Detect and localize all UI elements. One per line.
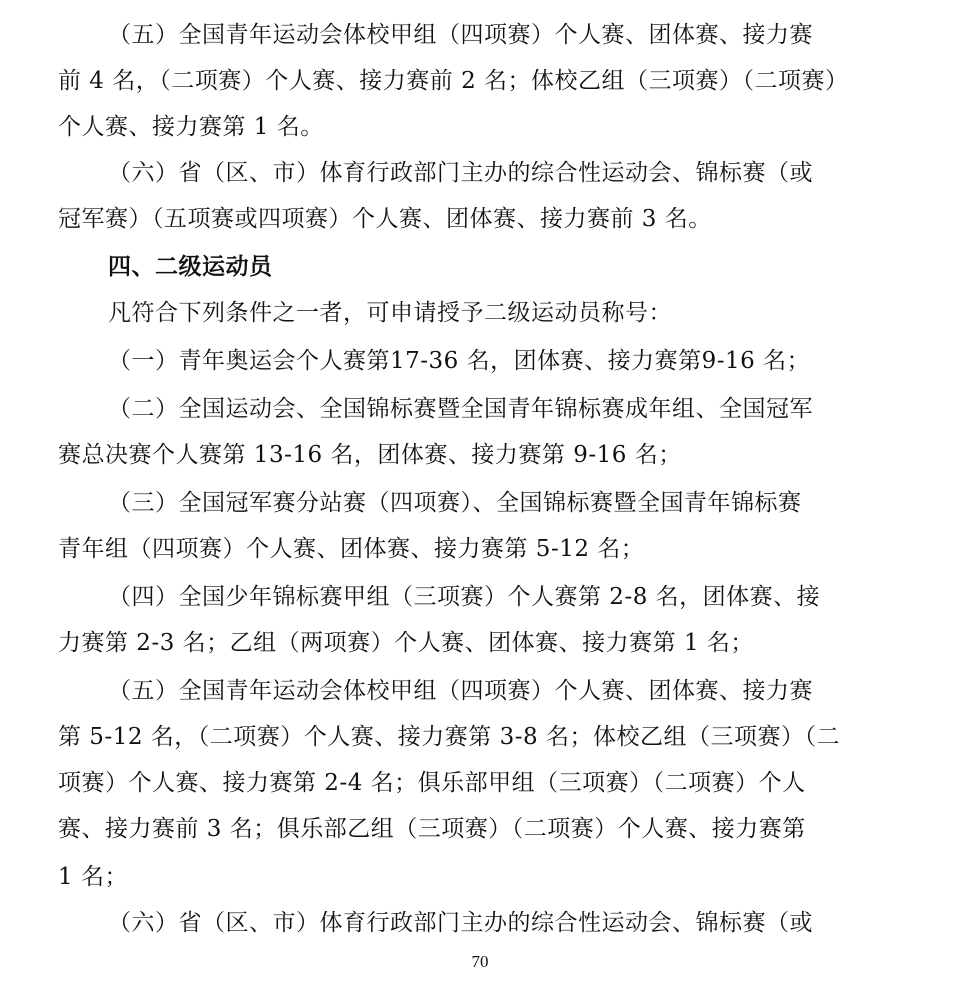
text-line: （五）全国青年运动会体校甲组（四项赛）个人赛、团体赛、接力赛 [108,678,813,704]
text-line: 冠军赛）（五项赛或四项赛）个人赛、团体赛、接力赛前 3 名。 [58,206,712,232]
text-line: 力赛第 2-3 名；乙组（两项赛）个人赛、团体赛、接力赛第 1 名； [58,630,754,656]
text-line: 赛总决赛个人赛第 13-16 名，团体赛、接力赛第 9-16 名； [58,442,682,468]
text-line: （二）全国运动会、全国锦标赛暨全国青年锦标赛成年组、全国冠军 [108,396,813,422]
text-line: 1 名； [58,864,128,890]
text-line: （四）全国少年锦标赛甲组（三项赛）个人赛第 2-8 名，团体赛、接 [108,584,821,610]
section-heading: 四、二级运动员 [108,254,273,280]
text-line: 第 5-12 名，（二项赛）个人赛、接力赛第 3-8 名；体校乙组（三项赛）（二 [58,724,840,750]
page-number: 70 [471,952,489,971]
text-line: 凡符合下列条件之一者，可申请授予二级运动员称号： [108,300,672,326]
text-line: （六）省（区、市）体育行政部门主办的综合性运动会、锦标赛（或 [108,910,813,936]
text-line: 项赛）个人赛、接力赛第 2-4 名；俱乐部甲组（三项赛）（二项赛）个人 [58,770,806,796]
text-line: 青年组（四项赛）个人赛、团体赛、接力赛第 5-12 名； [58,536,645,562]
text-line: （一）青年奥运会个人赛第17-36 名，团体赛、接力赛第9-16 名； [108,348,811,374]
text-line: 个人赛、接力赛第 1 名。 [58,114,324,140]
text-line: （三）全国冠军赛分站赛（四项赛）、全国锦标赛暨全国青年锦标赛 [108,490,802,516]
text-line: （五）全国青年运动会体校甲组（四项赛）个人赛、团体赛、接力赛 [108,22,813,48]
text-line: （六）省（区、市）体育行政部门主办的综合性运动会、锦标赛（或 [108,160,813,186]
text-line: 赛、接力赛前 3 名；俱乐部乙组（三项赛）（二项赛）个人赛、接力赛第 [58,816,806,842]
text-line: 前 4 名，（二项赛）个人赛、接力赛前 2 名；体校乙组（三项赛）（二项赛） [58,68,849,94]
